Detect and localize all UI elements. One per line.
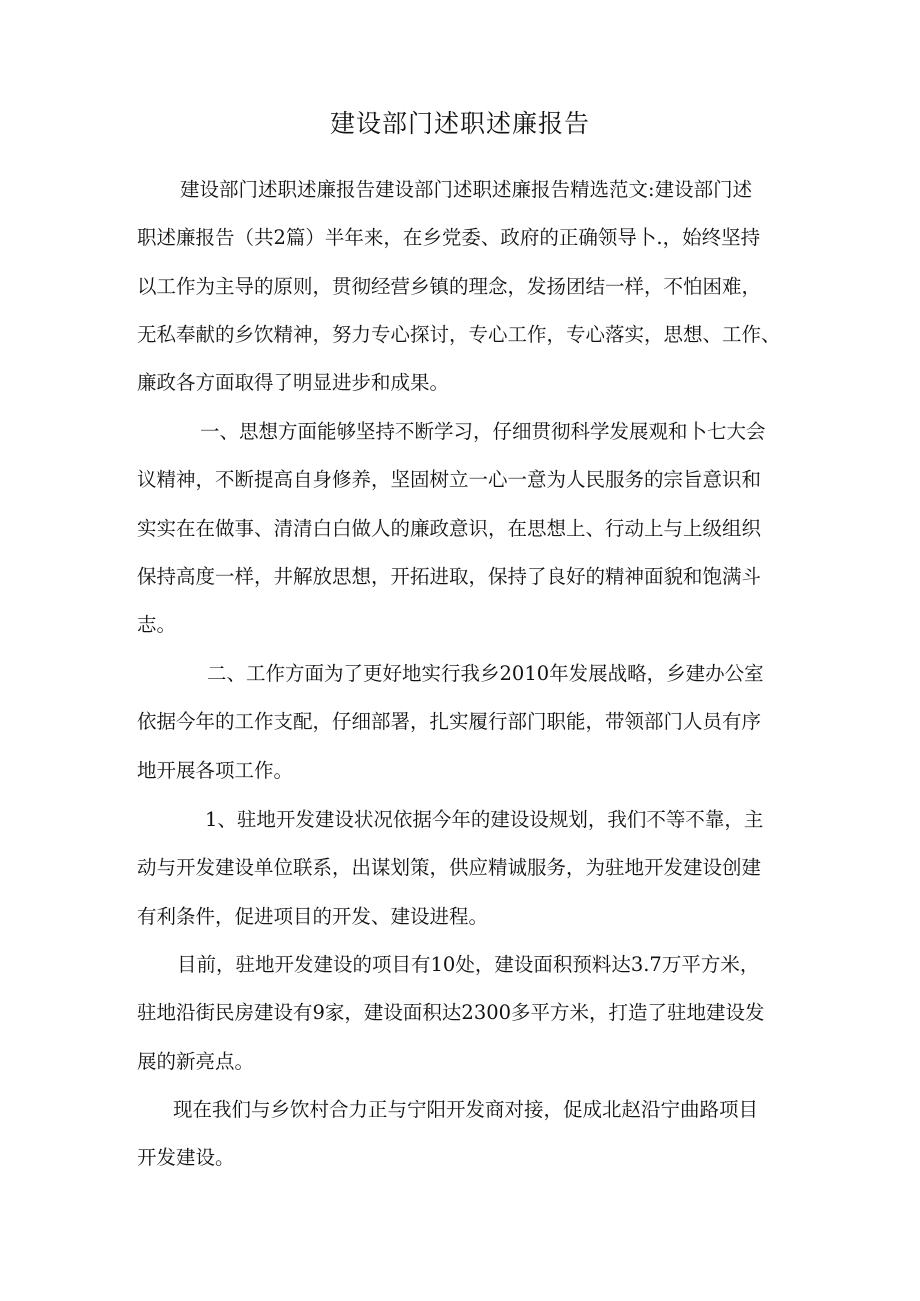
paragraph-line: 展的新亮点。 <box>137 1049 255 1073</box>
paragraph-now <box>137 1086 758 1183</box>
paragraph-line: 现在我们与乡饮村合力正与宁阳开发商对接，促成北赵沿宁曲路项目 <box>173 1098 759 1121</box>
paragraph-current <box>137 941 765 1086</box>
paragraph-line: 保持高度一样，井解放思想，开拓进取，保持了良好的精神面貌和饱满斗 <box>137 564 762 588</box>
paragraph-line: 目前，驻地开发建设的项目有10处，建设面积预料达3.7万平方米， <box>177 953 760 976</box>
paragraph-line: 无私奉献的乡饮精神，努力专心探讨，专心工作，专心落实，思想、工作、 <box>137 322 781 346</box>
paragraph-line: 地开展各项工作。 <box>137 758 294 782</box>
paragraph-line: 二、工作方面为了更好地实行我乡2010年发展战略，乡建办公室 <box>207 662 764 685</box>
paragraph-line: 有利条件，促进项目的开发、建设进程。 <box>137 904 489 928</box>
paragraph-line: 议精神，不断提高自身修养，坚固树立一心一意为人民服务的宗旨意识和 <box>137 468 762 492</box>
paragraph-line: 1、驻地开发建设状况依据今年的建设设规划，我们不等不靠，主 <box>205 808 764 831</box>
paragraph-line: 以工作为主导的原则，贯彻经营乡镇的理念，发扬团结一样，不怕困难， <box>137 274 762 298</box>
paragraph-line: 依据今年的工作支配，仔细部署，扎实履行部门职能，带领部门人员有序 <box>137 710 762 734</box>
paragraph-line: 一、思想方面能够坚持不断学习，仔细贯彻科学发展观和卜七大会 <box>200 420 766 443</box>
paragraph-intro <box>137 166 781 407</box>
paragraph-line: 驻地沿街民房建设有9家，建设面积达2300多平方米，打造了驻地建设发 <box>137 1001 765 1025</box>
paragraph-line: 廉政各方面取得了明显进步和成果。 <box>137 371 450 395</box>
paragraph-development <box>137 796 763 941</box>
paragraph-line: 实实在在做事、清清白白做人的廉政意识，在思想上、行动上与上级组织 <box>137 516 762 540</box>
paragraph-work <box>137 650 764 795</box>
paragraph-line: 职述廉报告（共2篇）半年来，在乡党委、政府的正确领导卜.，始终坚持 <box>137 226 761 250</box>
paragraph-line: 志。 <box>137 613 177 637</box>
paragraph-line: 动与开发建设单位联系，出谋划策，供应精诚服务，为驻地开发建设创建 <box>137 856 762 880</box>
document-title: 建设部门述职述廉报告 <box>329 109 590 138</box>
paragraph-thought <box>137 408 766 649</box>
paragraph-line: 开发建设。 <box>137 1146 235 1170</box>
paragraph-line: 建设部门述职述廉报告建设部门述职述廉报告精选范文:建设部门述 <box>180 178 753 201</box>
